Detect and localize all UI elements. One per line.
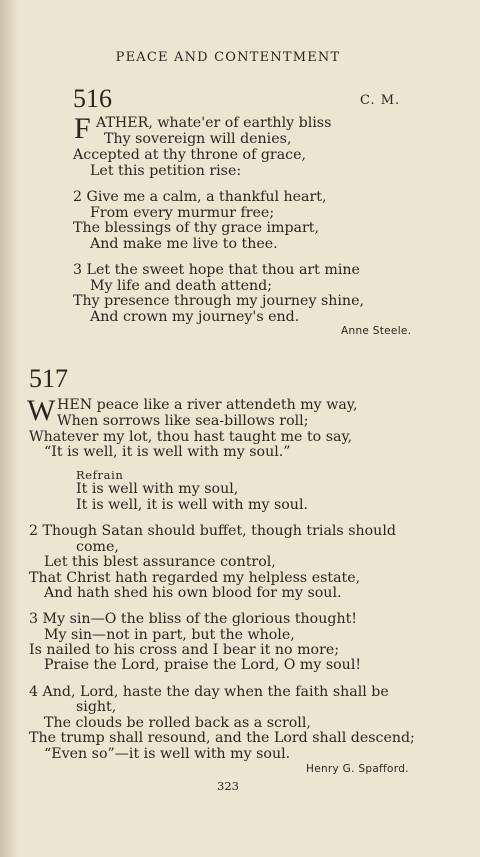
hymn-number-517: 517 [29,364,68,393]
page-gutter [0,0,18,857]
hymn-author: Anne Steele. [341,325,412,337]
hymn-number-516: 516 [73,84,112,113]
verse-line: 2 Though Satan should buffet, though trials should [29,523,396,539]
verse-line: The blessings of thy grace impart, [73,220,319,236]
verse-line: 3 My sin—O the bliss of the glorious thought! [29,611,357,627]
refrain-line: It is well with my soul, [76,481,239,497]
verse-line: The trump shall resound, and the Lord shall descend; [29,730,415,746]
verse-line: From every murmur free; [90,205,275,221]
verse-line: “Even so”—it is well with my soul. [44,746,291,762]
verse-line: My sin—not in part, but the whole, [44,627,295,643]
drop-cap: F [74,112,91,145]
verse-line: Let this petition rise: [90,163,242,179]
verse-line: 2 Give me a calm, a thankful heart, [73,189,327,205]
verse-line: 3 Let the sweet hope that thou art mine [73,262,360,278]
verse-line: When sorrows like sea-billows roll; [57,413,309,429]
verse-line: And make me live to thee. [90,236,278,252]
refrain-line: It is well, it is well with my soul. [76,497,308,513]
verse-line: sight, [76,699,117,715]
verse-line: The clouds be rolled back as a scroll, [44,715,311,731]
drop-cap: W [27,394,56,427]
verse-line: HEN peace like a river attendeth my way, [57,397,358,413]
verse-line: And hath shed his own blood for my soul. [44,585,342,601]
verse-line: That Christ hath regarded my helpless estate, [29,570,361,586]
verse-line: Thy presence through my journey shine, [73,293,364,309]
hymn-author: Henry G. Spafford. [306,763,409,775]
verse-line: ATHER, whate'er of earthly bliss [96,115,332,131]
verse-line: Accepted at thy throne of grace, [73,147,307,163]
verse-line: “It is well, it is well with my soul.” [44,444,291,460]
verse-line: Thy sovereign will denies, [104,131,292,147]
verse-line: Whatever my lot, thou hast taught me to say, [29,429,353,445]
verse-line: Is nailed to his cross and I bear it no more; [29,642,340,658]
verse-line: And crown my journey's end. [90,309,300,325]
verse-line: My life and death attend; [90,278,273,294]
refrain-label: Refrain [76,468,124,482]
verse-line: Praise the Lord, praise the Lord, O my soul! [44,657,362,673]
verse-line: Let this blest assurance control, [44,554,276,570]
verse-line: 4 And, Lord, haste the day when the faith shall be [29,684,389,700]
page-number: 323 [217,779,239,793]
verse-line: come, [76,539,119,555]
page-header: PEACE AND CONTENTMENT [115,50,341,65]
hymn-meter: C. M. [360,93,401,108]
